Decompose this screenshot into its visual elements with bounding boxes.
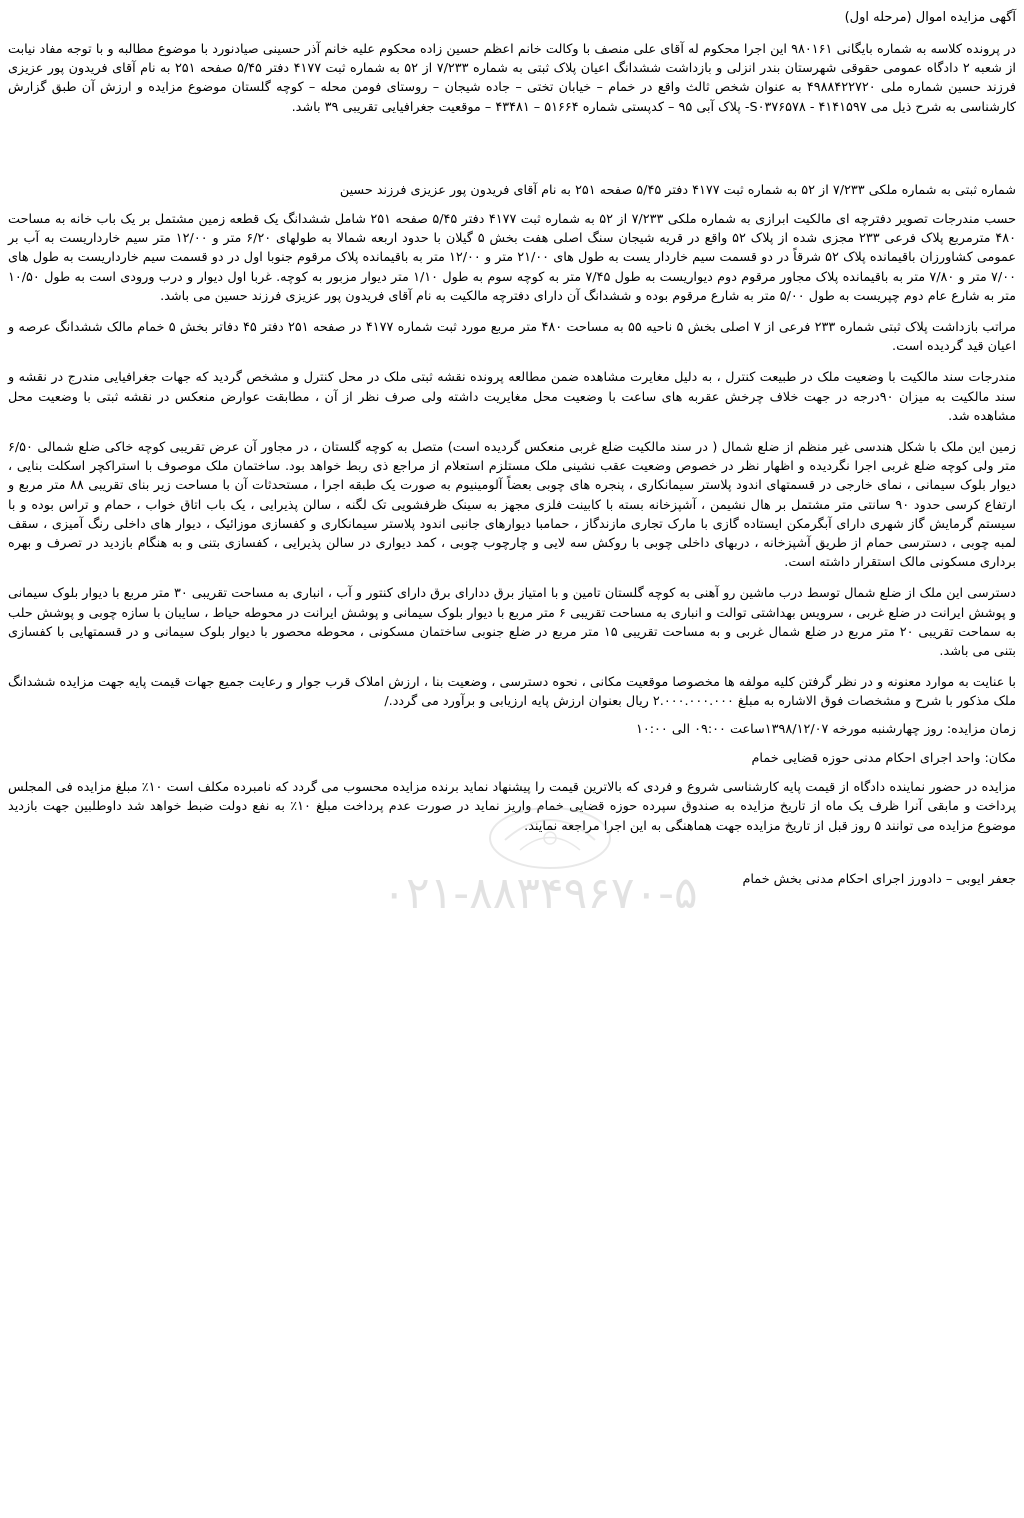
- auction-place: مکان: واحد اجرای احکام مدنی حوزه قضایی خمام: [751, 750, 1016, 766]
- building-description-paragraph: زمین این ملک با شکل هندسی غیر منظم از ضلع شمال ( در سند مالکیت ضلع غربی منعکس گردیده است) متصل به کوچه گلستان ، در مجاور آن عرض تقریبی کوچه خاکی ضلع شمالی ۶/۵۰ متر ولی کوچه ضلع غربی اجرا نگردیده و اظهار نظر در خصوص وضعیت عقب نشینی ملک مستلزم استعلام از مراجع ذی ربط خواهد بود. ساختمان ملک موصوف با استراکچر اسکلت بنایی ، دیوار بلوک سیمانی ، نمای خارجی در قسمتهای اندود پلاستر سیمانکاری ، پنجره های چوبی بعضاً آلومینیوم به صورت یک طبقه اجرا ، مستحدثات آن با مساحت زیر بنای تقریبی ۸۸ متر مربع و ارتفاع کرسی حدود ۹۰ سانتی متر مشتمل بر هال نشیمن ، آشپزخانه بسته با کابینت فلزی مجهز به سینک ظرفشویی تک لگنه ، سالن پذیرایی ، یک باب اتاق خواب ، حمام و تراس بوده و با سیستم گرمایش گاز شهری دارای آبگرمکن ایستاده گازی با مارک تجاری مازندگاز ، حمامبا دیوارهای جانبی اندود پلاستر سیمانکاری و کفسازی موزائیک ، دیوار های داخلی رنگ آمیزی ، سقف لمبه چوبی ، دسترسی حمام از طریق آشپزخانه ، دربهای داخلی چوبی با روکش سه لایی و چارچوب چوبی ، کمد دیواری در سالن پذیرایی ، کفسازی بتنی و به هنگام بازدید در تصرف و بهره برداری مسکونی مالک استقرار داشته است.: [8, 440, 1017, 571]
- signature-line: جعفر ایوبی – دادورز اجرای احکام مدنی بخش خمام: [742, 871, 1016, 887]
- valuation-paragraph: با عنایت به موارد معنونه و در نظر گرفتن کلیه مولفه ها مخصوصا موقعیت مکانی ، نحوه دسترسی ، وضعیت بنا ، ارزش املاک قرب جوار و رعایت جمیع جهات قیمت پایه جهت مزایده ششدانگ ملک مذکور با شرح و مشخصات فوق الاشاره به مبلغ ۲.۰۰۰.۰۰۰.۰۰۰ ریال بعنوان ارزش پایه ارزیابی و برآورد می گردد./: [8, 675, 1016, 710]
- seizure-paragraph: مراتب بازداشت پلاک ثبتی شماره ۲۳۳ فرعی از ۷ اصلی بخش ۵ ناحیه ۵۵ به مساحت ۴۸۰ متر مربع مورد ثبت شماره ۴۱۷۷ در صفحه ۲۵۱ دفتر ۴۵ دفاتر بخش ۵ خمام مالک ششدانگ عرصه و اعیان قید گردیده است.: [8, 320, 1017, 355]
- auction-terms-paragraph: مزایده در حضور نماینده دادگاه از قیمت پایه کارشناسی شروع و فردی که بالاترین قیمت را پیشنهاد نماید برنده مزایده محسوب می گردد که نامبرده مکلف است ۱۰٪ مبلغ مزایده فی المجلس پرداخت و مابقی آنرا ظرف یک ماه از تاریخ مزایده به صندوق سپرده حوزه قضایی خمام واریز نماید در صورت عدم پرداخت مبلغ ۱۰٪ به نفع دولت ضبط خواهد شد داوطلبین جهت بازدید موضوع مزایده می توانند ۵ روز قبل از تاریخ مزایده جهت هماهنگی به این اجرا مراجعه نمایند.: [8, 780, 1017, 834]
- registry-heading: شماره ثبتی به شماره ملکی ۷/۲۳۳ از ۵۲ به شماره ثبت ۴۱۷۷ دفتر ۵/۴۵ صفحه ۲۵۱ به نام آقای فریدون پور عزیزی فرزند حسین: [339, 182, 1016, 198]
- notice-title: آگهی مزایده اموال (مرحله اول): [844, 10, 1016, 25]
- property-description-paragraph: حسب مندرجات تصویر دفترچه ای مالکیت ابرازی به شماره ملکی ۷/۲۳۳ از ۵۲ به شماره ثبت ۴۱۷۷ دفتر ۵/۴۵ صفحه ۲۵۱ شامل ششدانگ یک قطعه زمین مشتمل بر یک باب خانه به مساحت ۴۸۰ مترمربع پلاک فرعی ۲۳۳ مجزی شده از پلاک ۵۲ واقع در قریه شیجان سنگ اصلی هفت بخش ۵ گیلان با حدود اربعه شمالا به طولهای ۶/۲۰ متر و ۱۲/۰۰ متر سیم خارداریست به آب بر عمومی کشاورزان باقیمانده پلاک ۵۲ شرقاً در دو قسمت سیم خاردار یست به طول های ۲۱/۰۰ متر و ۱۲/۰۰ متر به باقیمانده پلاک مرقوم جنوبا اول در دو قسمت سیم خارداریست به طول های ۷/۰۰ متر و ۷/۸۰ متر به باقیمانده پلاک مجاور مرقوم دوم دیواریست به طول ۷/۴۵ متر به کوچه سوم به طول ۱/۱۰ متر دیوار مزبور به کوچه. غربا اول دیوار و درب ورودی است به طول ۱۰/۵۰ متر به شارع عام دوم چپریست به طول ۵/۰۰ متر به شارع مرقوم بوده و ششدانگ آن دارای دفترچه مالکیت به نام آقای فریدون پور عزیزی فرزند حسین می باشد.: [8, 212, 1017, 304]
- deed-check-paragraph: مندرجات سند مالکیت با وضعیت ملک در طبیعت کنترل ، به دلیل مغایرت مشاهده ضمن مطالعه پرونده نقشه ثبتی ملک در محل کنترل و مشخص گردید که جهات جغرافیایی مندرج در نقشه و سند مالکیت به میزان ۹۰درجه در جهت خلاف چرخش عقربه های ساعت با وضعیت محل مغایریت داشته ولی صرف نظر از آن ، مطابقت عوارض منعکس در نقشه ثبتی با وضعیت محل مشاهده شد.: [8, 370, 1017, 424]
- access-paragraph: دسترسی این ملک از ضلع شمال توسط درب ماشین رو آهنی به کوچه گلستان تامین و با امتیاز برق ددارای برق دارای کنتور و آب ، انباری به مساحت تقریبی ۳۰ متر مربع با دیوار بلوک سیمانی و پوشش ایرانت در ضلع غربی ، سرویس بهداشتی توالت و انباری به مساحت تقریبی ۶ متر مربع با دیوار بلوک سیمانی و پوشش ایرانت در محوطه حیاط ، سایبان با سازه چوبی و پوشش حلب به سماحت تقریبی ۲۰ متر مربع در ضلع شمال غربی و به مساحت تقریبی ۱۵ متر مربع در ضلع جنوبی ساختمان مسکونی ، محوطه محصور با دیوار بلوک سیمانی و در قسمتهایی با کفسازی بتنی می باشد.: [8, 586, 1016, 660]
- auction-time: زمان مزایده: روز چهارشنبه مورخه ۱۳۹۸/۱۲/۰۷ساعت ۰۹:۰۰ الی ۱۰:۰۰: [636, 721, 1016, 737]
- intro-paragraph: در پرونده کلاسه به شماره بایگانی ۹۸۰۱۶۱ این اجرا محکوم له آقای علی منصف با وکالت خانم اعظم حسین زاده محکوم علیه خانم آذر حسینی صیادنورد با موضوع مطالبه و با توجه مفاد نیابت از شعبه ۲ دادگاه عمومی حقوقی شهرستان بندر انزلی و بازداشت ششدانگ اعیان پلاک ثبتی به شماره ۷/۲۳۳ از ۵۲ به شماره ثبت ۴۱۷۷ دفتر ۵/۴۵ صفحه ۲۵۱ به نام آقای فریدون پور عزیزی فرزند حسین شماره ملی ۴۹۸۸۴۲۲۷۲۰ به عنوان شخص ثالث واقع در خمام – خیابان تختی – جاده شیجان – روستای فومن محله – کوچه گلستان موضوع مزایده و ارزش آن طبق گزارش کارشناسی به شرح ذیل می ۴۱۴۱۵۹۷ - S۰۳۷۶۵۷۸- پلاک آبی ۹۵ – کدپستی شماره ۵۱۶۶۴ – ۴۳۴۸۱ – موقعیت جغرافیایی تقریبی ۳۹ باشد.: [8, 42, 1016, 115]
- watermark-phone: ۰۲۱-۸۸۳۴۹۶۷۰-۵: [382, 868, 698, 919]
